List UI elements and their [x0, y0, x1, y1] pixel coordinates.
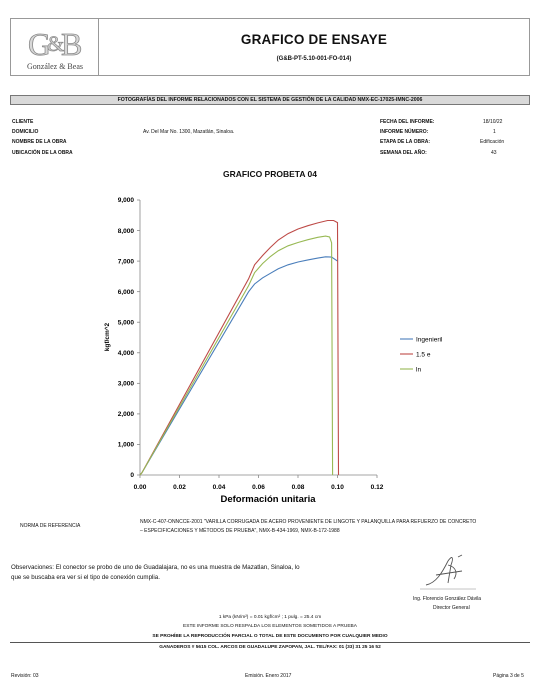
series-line-2	[140, 221, 339, 476]
chart-title: GRAFICO PROBETA 04	[223, 169, 317, 179]
y-tick-label: 7,000	[117, 258, 134, 266]
x-tick-label: 0.06	[252, 484, 265, 491]
x-tick-label: 0.04	[212, 484, 226, 491]
svg-text:B: B	[61, 26, 83, 61]
domicilio-label: DOMICILIO	[12, 129, 39, 135]
semana-label: SEMANA DEL AÑO:	[380, 150, 427, 156]
y-tick-label: 5,000	[117, 319, 134, 327]
disclaimer-line-2: SE PROHÍBE LA REPRODUCCIÓN PARCIAL O TOTAL DE ESTE DOCUMENTO POR CUALQUIER MEDIO	[152, 634, 388, 639]
x-tick-label: 0.12	[370, 484, 384, 491]
etapa-value: Edificación	[480, 139, 505, 145]
etapa-label: ETAPA DE LA OBRA:	[380, 139, 430, 145]
observations-line-2: que se buscaba era ver si el tipo de conexión cumplia.	[11, 574, 160, 581]
legend-label-2: 1.5 e	[416, 351, 431, 359]
y-tick-label: 6,000	[117, 288, 134, 296]
units-note: 1 kPa (kN/m²) = 0.01 kgf/cm² ; 1 pulg. = 25.4 cm	[218, 615, 322, 620]
x-axis-label: Deformación unitaria	[220, 494, 316, 505]
observations-line-1: Observaciones: El conector se probo de uno de Guadalajara, no es una muestra de Mazatlan, Sinaloa, lo	[11, 564, 300, 571]
domicilio-value: Av. Del Mar No. 1300, Mazatlán, Sinaloa.	[143, 129, 235, 135]
company-address: GANADEROS # 5615 COL. ARCOS DE GUADALUPE ZAPOPAN, JAL. TEL/FAX: 01 (33) 31 25 16 52	[159, 645, 381, 650]
y-tick-label: 8,000	[117, 227, 134, 235]
informe-value: 1	[493, 129, 496, 135]
series-line-1	[140, 257, 338, 475]
fecha-label: FECHA DEL INFORME:	[380, 119, 435, 125]
svg-text:G: G	[28, 26, 52, 61]
signatory-role: Director General	[433, 605, 470, 611]
y-tick-label: 0	[130, 472, 134, 480]
disclaimer-line-1: ESTE INFORME SOLO RESPALDA LOS ELEMENTOS SOMETIDOS A PRUEBA	[183, 624, 357, 629]
cliente-label: CLIENTE	[12, 119, 34, 125]
svg-text:&: &	[47, 31, 65, 56]
y-tick-label: 9,000	[117, 197, 134, 205]
informe-label: INFORME NÚMERO:	[380, 129, 429, 135]
x-tick-label: 0.08	[291, 484, 305, 491]
reference-line-1: NMX-C-407-ONNCCE-2001 "VARILLA CORRUGADA DE ACERO PROVENIENTE DE LINGOTE Y PALANQUILLA PARA REFUERZO DE CONCRETO	[140, 519, 477, 525]
series-line-3	[140, 236, 333, 475]
obra-label: NOMBRE DE LA OBRA	[12, 139, 67, 145]
y-tick-label: 2,000	[117, 411, 134, 419]
reference-label: NORMA DE REFERENCIA	[20, 523, 81, 529]
reference-line-2: – ESPECIFICACIONES Y MÉTODOS DE PRUEBA", NMX-B-434-1969, NMX-B-172-1988	[140, 528, 340, 534]
logo-company-name: González & Beas	[27, 62, 83, 71]
x-tick-label: 0.10	[331, 484, 344, 491]
signatory-name: Ing. Florencio González Dávila	[413, 596, 482, 602]
y-tick-label: 1,000	[117, 441, 134, 449]
y-axis-label: kgf/cm^2	[104, 322, 111, 352]
legend-label-1: Ingenieril	[416, 336, 443, 344]
footer-divider	[10, 642, 530, 643]
document-title: GRAFICO DE ENSAYE	[240, 32, 388, 47]
ubicacion-label: UBICACIÓN DE LA OBRA	[12, 150, 73, 156]
x-tick-label: 0.02	[173, 484, 186, 491]
y-tick-label: 3,000	[117, 380, 134, 388]
page-number: Página 3 de 5	[493, 673, 524, 679]
legend-label-3: ln	[416, 366, 422, 374]
semana-value: 43	[491, 150, 497, 156]
signature-image	[418, 553, 478, 593]
document-code: (G&B-PT-5.10-001-FO-014)	[276, 56, 352, 62]
emission-label: Emisión. Enero 2017	[245, 673, 292, 679]
fecha-value: 18/10/22	[483, 119, 503, 125]
revision-label: Revisión: 03	[11, 673, 39, 679]
y-tick-label: 4,000	[117, 349, 134, 357]
quality-system-banner: FOTOGRAFÍAS DEL INFORME RELACIONADOS CON EL SISTEMA DE GESTIÓN DE LA CALIDAD NMX-EC-17025-IMNC-2006	[10, 95, 530, 105]
x-tick-label: 0.00	[133, 484, 147, 491]
